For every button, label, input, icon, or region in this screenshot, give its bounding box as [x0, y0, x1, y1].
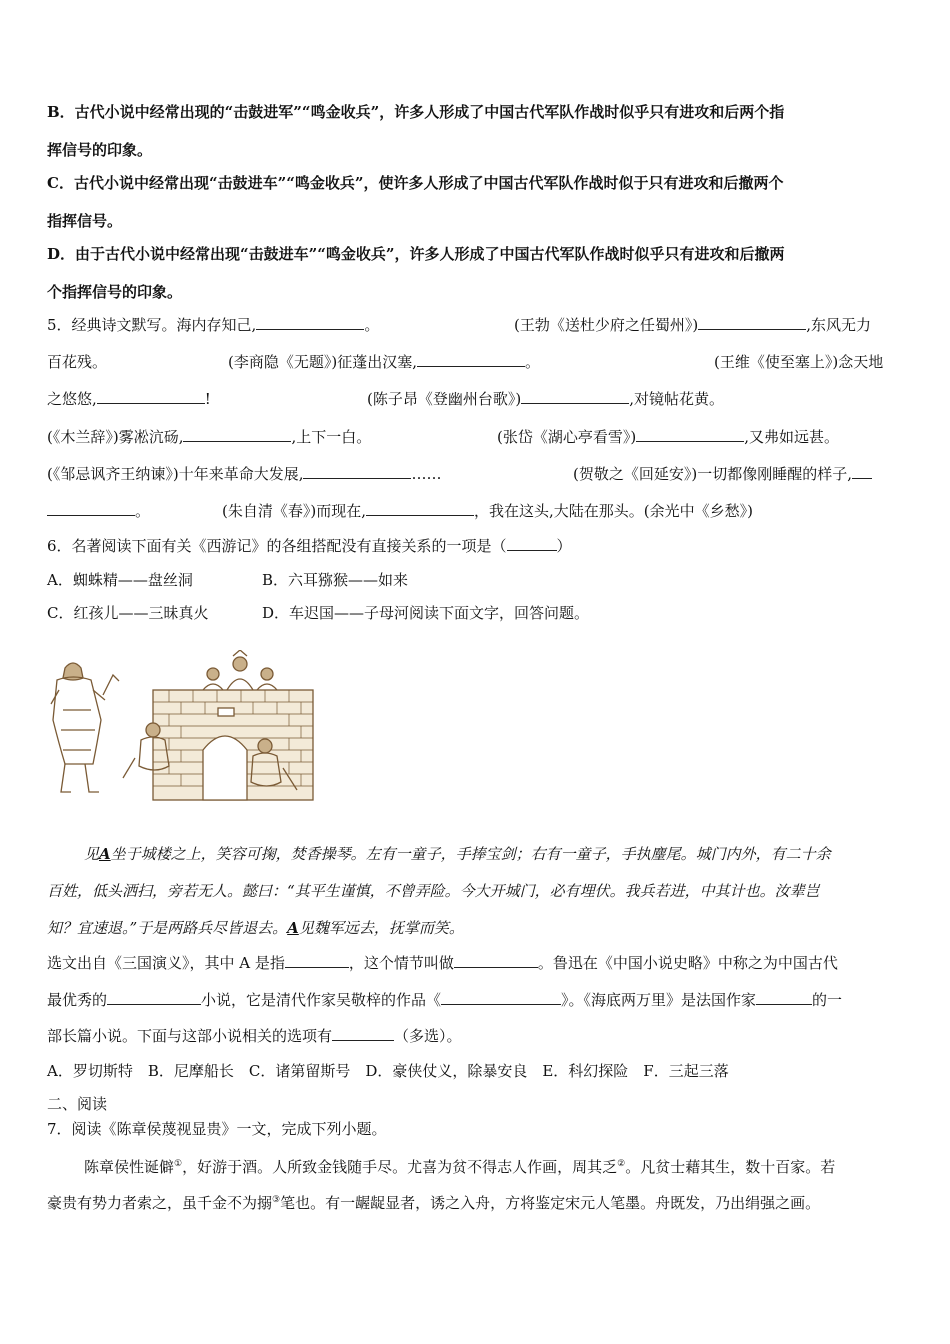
empty-fort-illustration: [43, 650, 318, 805]
q5-row6-b: (朱自清《春》)而现在, ，我在这头,大陆在那头。(余光中《乡愁》): [222, 502, 753, 520]
q5-blank-1[interactable]: [256, 315, 364, 330]
passage-line3: 知？宜速退。”于是两路兵尽皆退去。A见魏军远去，抚掌而笑。: [47, 919, 464, 937]
q6-option-d: D．车迟国——子母河阅读下面文字，回答问题。: [262, 604, 590, 622]
q5-blank-10[interactable]: [366, 501, 474, 516]
q5-blank-3[interactable]: [417, 352, 525, 367]
q5-row5-b: (贺敬之《回延安》)一切都像刚睡醒的样子,: [573, 464, 872, 484]
q5-row3-b: (陈子昂《登幽州台歌》) ,对镜帖花黄。: [367, 390, 724, 408]
q5-row3-a: 之悠悠, !: [47, 390, 211, 408]
option-d-line1: D．由于古代小说中经常出现“击鼓进车”“鸣金收兵”，许多人形成了中国古代军队作战时似乎只有进攻和后撤两: [47, 245, 785, 263]
passage-line2: 百姓，低头洒扫，旁若无人。懿曰：“其平生谨慎，不曾弄险。今大开城门，必有埋伏。我兵若进，中其计也。汝辈岂: [47, 882, 820, 900]
q5-row1-right: (王勃《送杜少府之任蜀州》) ,东风无力: [514, 316, 871, 334]
option-b-line1: B．古代小说中经常出现的“击鼓进军”“鸣金收兵”，许多人形成了中国古代军队作战时似乎只有进攻和后两个指: [47, 103, 785, 121]
q5-blank-8[interactable]: [303, 464, 411, 479]
q6-option-a: A．蜘蛛精——盘丝洞: [47, 571, 193, 589]
passage-line1: 见A坐于城楼之上，笑容可掬，焚香操琴。左有一童子，手捧宝剑；右有一童子，手执麈尾。城门内外，有二十余: [84, 845, 831, 863]
q5-row4-a: (《木兰辞》)雾凇沆砀, ,上下一白。: [47, 428, 372, 446]
q7-stem: 7．阅读《陈章侯蔑视显贵》一文，完成下列小题。: [47, 1120, 387, 1138]
q6-option-b: B．六耳猕猴——如来: [262, 571, 409, 589]
q5-row4-b: (张岱《湖心亭看雪》) ,又弗如远甚。: [497, 428, 839, 446]
option-d-line2: 个指挥信号的印象。: [47, 283, 183, 301]
q5-blank-9b[interactable]: [47, 501, 135, 516]
q5-row1: 5．经典诗文默写。海内存知己, 。: [47, 316, 380, 334]
q5-blank-2[interactable]: [698, 315, 806, 330]
sanguo-q-line2: 最优秀的 小说，它是清代作家吴敬梓的作品《 》。《海底两万里》是法国作家 的一: [47, 991, 843, 1009]
sanguo-q-options: A．罗切斯特 B．尼摩船长 C．诸第留斯号 D．豪侠仗义，除暴安良 E．科幻探险 F．三起三落: [47, 1062, 729, 1080]
option-c-line2: 指挥信号。: [47, 212, 123, 230]
sanguo-q-line3: 部长篇小说。下面与这部小说相关的选项有 （多选）。: [47, 1027, 462, 1045]
q6-answer-blank[interactable]: [507, 536, 557, 551]
option-c-line1: C．古代小说中经常出现“击鼓进车”“鸣金收兵”，使许多人形成了中国古代军队作战时似于只有进攻和后撤两个: [47, 174, 784, 192]
q5-row2-b: (李商隐《无题》)征蓬出汉塞, 。: [228, 353, 540, 371]
blank-a-refers[interactable]: [285, 953, 349, 968]
blank-novel-type[interactable]: [107, 990, 201, 1005]
q7-passage-line2: 豪贵有势力者索之，虽千金不为搦③笔也。有一龌龊显者，诱之入舟，方将鉴定宋元人笔墨。舟既发，乃出绢强之画。: [47, 1194, 821, 1212]
blank-author[interactable]: [756, 990, 812, 1005]
q5-blank-6[interactable]: [183, 427, 291, 442]
q5-blank-4[interactable]: [97, 389, 205, 404]
q5-row5-a: (《邹忌讽齐王纳谏》)十年来革命大发展, ……: [47, 465, 442, 483]
option-b-line2: 挥信号的印象。: [47, 141, 153, 159]
q5-row6-a: 。: [47, 501, 150, 521]
q6-option-c: C．红孩儿——三昧真火: [47, 604, 209, 622]
q5-blank-5[interactable]: [521, 389, 629, 404]
q5-blank-7[interactable]: [636, 427, 744, 442]
blank-multi-choice[interactable]: [332, 1026, 394, 1041]
section-heading-reading: 二、阅读: [47, 1095, 108, 1113]
q5-blank-9a[interactable]: [852, 464, 872, 479]
q6-stem: 6．名著阅读下面有关《西游记》的各组搭配没有直接关系的一项是（ ）: [47, 537, 572, 555]
q5-row2-a: 百花残。: [47, 353, 108, 371]
q5-row2-d: (王维《使至塞上》)念天地: [714, 353, 884, 371]
blank-plot-name[interactable]: [454, 953, 538, 968]
sanguo-q-line1: 选文出自《三国演义》，其中 A 是指 ，这个情节叫做 。鲁迅在《中国小说史略》中称之为中国古代: [47, 954, 838, 972]
q7-passage-line1: 陈章侯性诞僻①，好游于酒。人所致金钱随手尽。尤喜为贫不得志人作画，周其乏②。凡贫士藉其生，数十百家。若: [84, 1158, 836, 1176]
blank-work-title[interactable]: [441, 990, 561, 1005]
